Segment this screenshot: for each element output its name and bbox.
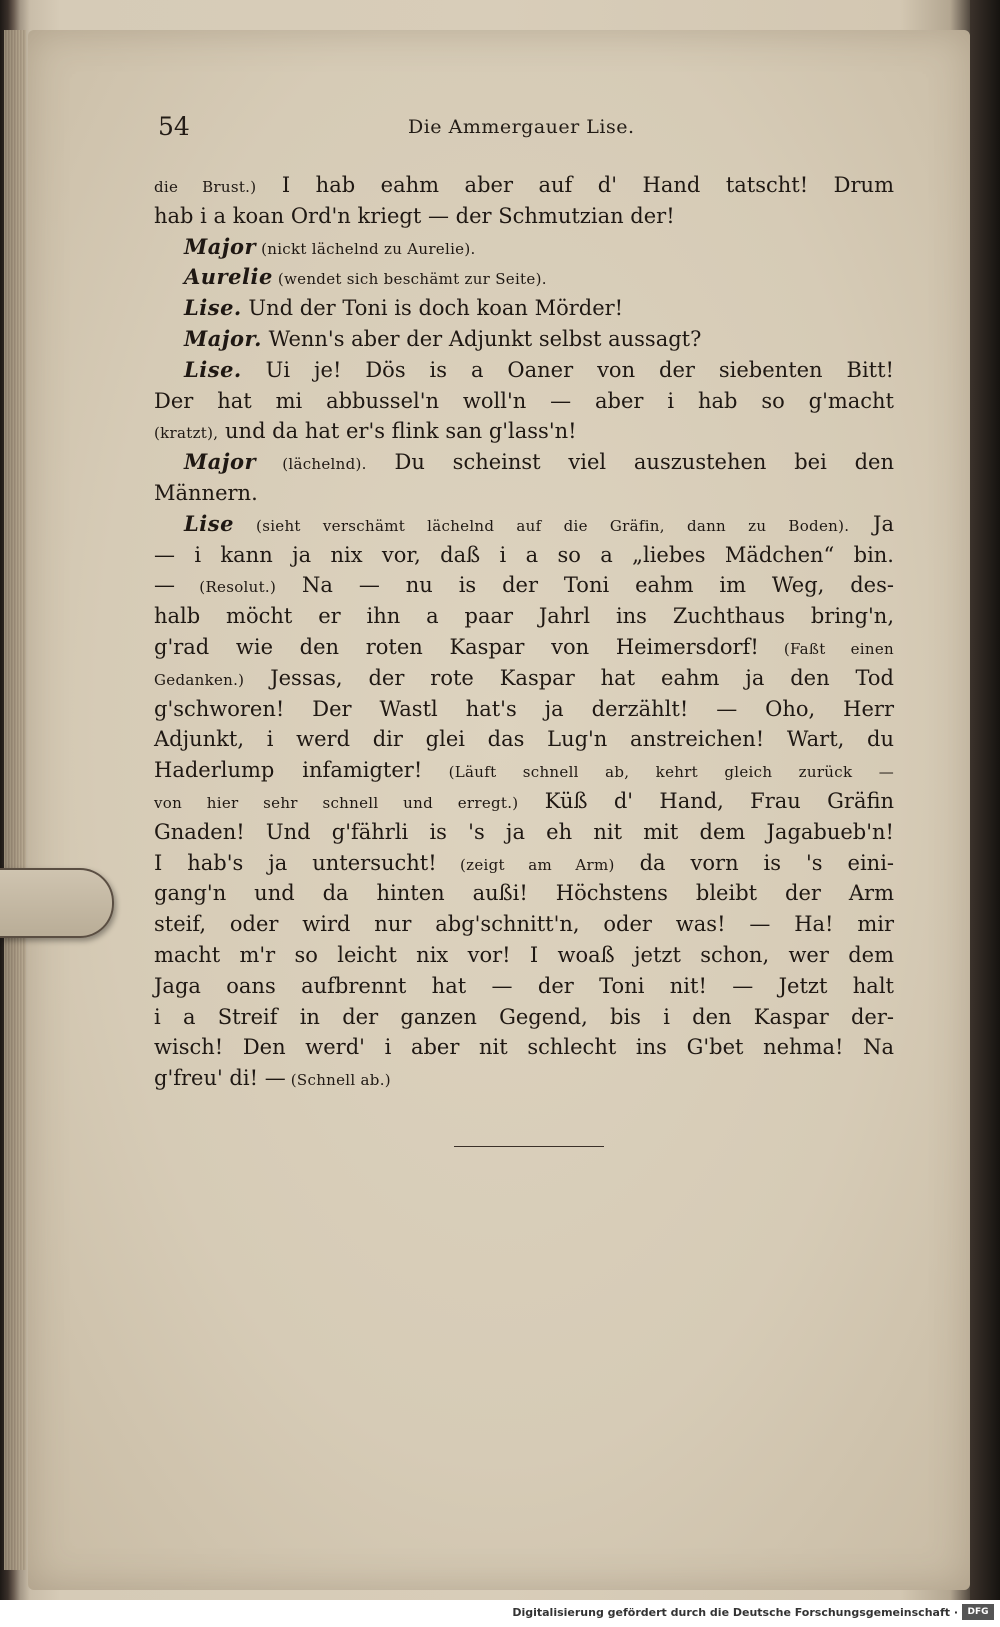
text-line xyxy=(154,1063,894,1094)
dialogue-text: gang'n und da hinten außi! Höchstens bleibt der Arm xyxy=(154,881,894,906)
speaker-name: Major xyxy=(184,449,257,475)
text-line xyxy=(154,570,894,601)
speaker-name: Major. xyxy=(184,325,262,351)
stage-direction: (Schnell ab.) xyxy=(285,1071,391,1090)
dialogue-text: hab i a koan Ord'n kriegt — der Schmutzian der! xyxy=(154,203,675,228)
speaker-name: Lise xyxy=(184,510,234,536)
dialogue-text: Ja xyxy=(849,511,894,536)
speaker-name: Lise. xyxy=(184,295,242,321)
dialogue-text: I hab's ja untersucht! xyxy=(154,850,437,875)
dialogue-text: halb möcht er ihn a paar Jahrl ins Zuchthaus bring'n, xyxy=(154,604,894,629)
digitization-credit: Digitalisierung gefördert durch die Deutsche Forschungsgemeinschaft · xyxy=(512,1606,958,1619)
stage-direction: Gedanken.) xyxy=(154,670,245,689)
text-line xyxy=(154,940,894,971)
body-text xyxy=(154,170,894,1094)
text-line xyxy=(154,232,894,263)
text-line xyxy=(154,355,894,386)
stage-direction: (zeigt am Arm) xyxy=(436,855,615,874)
text-line xyxy=(154,509,894,540)
text-line xyxy=(154,601,894,632)
speaker-name: Lise. xyxy=(184,356,242,382)
text-line xyxy=(154,201,894,232)
book-binding xyxy=(970,0,1000,1600)
dialogue-text: steif, oder wird nur abg'schnitt'n, oder was! — Ha! mir xyxy=(154,912,894,937)
dialogue-text: Männern. xyxy=(154,480,258,505)
dialogue-text: g'rad wie den roten Kaspar von Heimersdorf! xyxy=(154,634,759,659)
text-line xyxy=(154,755,894,786)
dialogue-text: Jessas, der rote Kaspar hat eahm ja den Tod xyxy=(244,665,894,690)
dialogue-text: Gnaden! Und g'fährli is 's ja eh nit mit dem Jagabueb'n! xyxy=(154,819,894,844)
speaker-name: Aurelie xyxy=(184,264,273,290)
page-header xyxy=(158,112,892,152)
running-head: Die Ammergauer Lise. xyxy=(408,116,635,138)
dialogue-text: Du scheinst viel auszustehen bei den xyxy=(366,450,894,475)
text-line xyxy=(154,786,894,817)
text-line xyxy=(154,663,894,694)
dialogue-text: — i kann ja nix vor, daß i a so a „liebes Mädchen“ bin. xyxy=(154,542,894,567)
text-line xyxy=(154,447,894,478)
dialogue-text: Na — nu is der Toni eahm im Weg, des- xyxy=(276,573,894,598)
dialogue-text: Küß d' Hand, Frau Gräfin xyxy=(518,788,894,813)
text-line xyxy=(154,632,894,663)
text-line xyxy=(154,817,894,848)
page-edges xyxy=(4,30,26,1570)
end-rule xyxy=(454,1146,604,1147)
text-line xyxy=(154,478,894,509)
dialogue-text: wisch! Den werd' i aber nit schlecht ins G'bet nehma! Na xyxy=(154,1035,894,1060)
stage-direction: (wendet sich beschämt zur Seite). xyxy=(272,270,547,289)
dialogue-text: — xyxy=(154,573,175,598)
dialogue-text: Ui je! Dös is a Oaner von der siebenten Bitt! xyxy=(241,357,894,382)
dialogue-text: Wenn's aber der Adjunkt selbst aussagt? xyxy=(261,326,702,351)
stage-direction: (Läuft schnell ab, kehrt gleich zurück — xyxy=(422,763,894,782)
dialogue-text: I hab eahm aber auf d' Hand tatscht! Drum xyxy=(256,173,894,197)
text-line xyxy=(154,909,894,940)
text-line xyxy=(154,1002,894,1033)
text-line xyxy=(154,971,894,1002)
text-line xyxy=(154,694,894,725)
page-number: 54 xyxy=(158,112,190,141)
dialogue-text: Haderlump infamigter! xyxy=(154,758,423,783)
dialogue-text: und da hat er's flink san g'lass'n! xyxy=(218,419,577,444)
text-line xyxy=(154,262,894,293)
text-line xyxy=(154,1032,894,1063)
stage-direction: (sieht verschämt lächelnd auf die Gräfin, dann zu Boden). xyxy=(233,516,850,535)
dialogue-text: g'freu' di! — xyxy=(154,1066,286,1091)
dialogue-text: g'schworen! Der Wastl hat's ja derzählt! — Oho, Herr xyxy=(154,696,894,721)
speaker-name: Major xyxy=(184,233,257,259)
dialogue-text: da vorn is 's eini- xyxy=(614,850,895,875)
stage-direction: die Brust.) xyxy=(154,178,257,196)
text-line xyxy=(154,170,894,201)
text-line xyxy=(154,416,894,447)
dialogue-text: Und der Toni is doch koan Mörder! xyxy=(241,296,624,321)
text-line xyxy=(154,724,894,755)
dfg-logo: DFG xyxy=(962,1604,994,1620)
bookmark-tab xyxy=(0,868,114,938)
dialogue-text: macht m'r so leicht nix vor! I woaß jetzt schon, wer dem xyxy=(154,942,894,967)
dialogue-text: Adjunkt, i werd dir glei das Lug'n anstreichen! Wart, du xyxy=(154,727,894,752)
text-line xyxy=(154,540,894,571)
stage-direction: (Resolut.) xyxy=(175,578,277,597)
stage-direction: von hier sehr schnell und erregt.) xyxy=(154,793,519,812)
dialogue-text: i a Streif in der ganzen Gegend, bis i den Kaspar der- xyxy=(154,1004,894,1029)
stage-direction: (kratzt), xyxy=(154,424,219,443)
dialogue-text: Der hat mi abbussel'n woll'n — aber i hab so g'macht xyxy=(154,388,894,413)
text-line xyxy=(154,848,894,879)
text-line xyxy=(154,878,894,909)
stage-direction: (Faßt einen xyxy=(758,639,895,658)
stage-direction: (nickt lächelnd zu Aurelie). xyxy=(256,239,476,258)
dialogue-text: Jaga oans aufbrennt hat — der Toni nit! — Jetzt halt xyxy=(154,973,894,998)
text-line xyxy=(154,293,894,324)
text-line xyxy=(154,386,894,417)
stage-direction: (lächelnd). xyxy=(256,455,367,474)
text-line xyxy=(154,324,894,355)
